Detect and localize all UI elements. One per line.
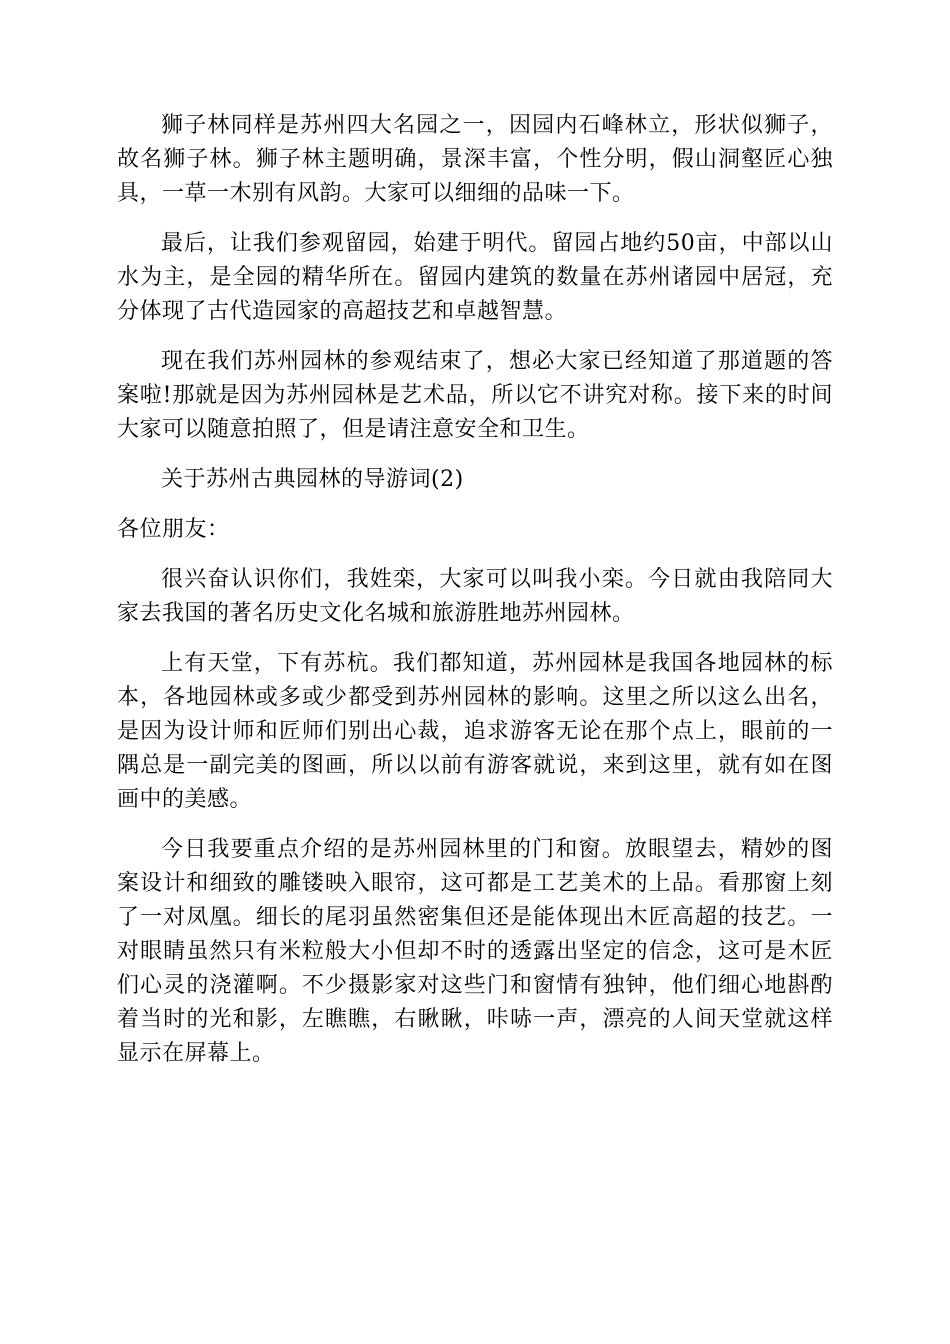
paragraph-tour-conclusion: 现在我们苏州园林的参观结束了，想必大家已经知道了那道题的答案啦!那就是因为苏州园林是艺术品，所以它不讲究对称。接下来的时间大家可以随意拍照了，但是请注意安全和卫生。 [117, 349, 833, 442]
paragraph-doors-windows: 今日我要重点介绍的是苏州园林里的门和窗。放眼望去，精妙的图案设计和细致的雕镂映入眼帘，这可都是工艺美术的上品。看那窗上刻了一对凤凰。细长的尾羽虽然密集但还是能体现出木匠高超的技艺。一对眼睛虽然只有米粒般大小但却不时的透露出坚定的信念，这可是木匠们心灵的浇灌啊。不少摄影家对这些门和窗情有独钟，他们细心地斟酌着当时的光和影，左瞧瞧，右瞅瞅，咔哧一声，漂亮的人间天堂就这样显示在屏幕上。 [117, 837, 833, 1066]
greeting: 各位朋友： [117, 517, 230, 542]
paragraph-introduction: 很兴奋认识你们，我姓栾，大家可以叫我小栾。今日就由我陪同大家去我国的著名历史文化名城和旅游胜地苏州园林。 [117, 567, 833, 626]
section-heading: 关于苏州古典园林的导游词(2) [161, 467, 464, 492]
document-body [117, 109, 833, 1087]
paragraph-lion-grove: 狮子林同样是苏州四大名园之一，因园内石峰林立，形状似狮子，故名狮子林。狮子林主题明确，景深丰富，个性分明，假山洞壑匠心独具，一草一木别有风韵。大家可以细细的品味一下。 [117, 113, 833, 206]
paragraph-heaven-suzhou: 上有天堂，下有苏杭。我们都知道，苏州园林是我国各地园林的标本，各地园林或多或少都受到苏州园林的影响。这里之所以这么出名，是因为设计师和匠师们别出心裁，追求游客无论在那个点上，眼前的一隅总是一副完美的图画，所以以前有游客就说，来到这里，就有如在图画中的美感。 [117, 651, 833, 812]
paragraph-lingering-garden: 最后，让我们参观留园，始建于明代。留园占地约50亩，中部以山水为主，是全园的精华所在。留园内建筑的数量在苏州诸园中居冠，充分体现了古代造园家的高超技艺和卓越智慧。 [117, 231, 833, 324]
